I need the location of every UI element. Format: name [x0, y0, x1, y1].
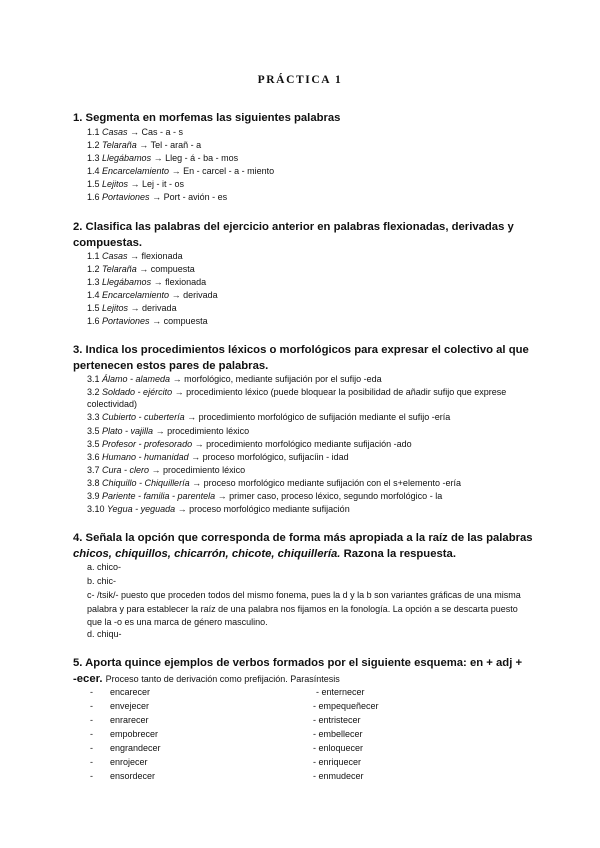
- item-word: Soldado - ejército: [102, 387, 173, 397]
- list-item: [87, 289, 218, 301]
- item-result: → Port - avión - es: [149, 192, 228, 202]
- question-4-heading: [73, 530, 533, 562]
- heading-note: Proceso tanto de derivación como prefijación. Parasíntesis: [105, 674, 340, 684]
- list-item: [87, 477, 461, 489]
- item-word: Cubierto - cubertería: [102, 412, 185, 422]
- heading-text-cont: -ecer.: [73, 673, 103, 685]
- list-item: enrarecer: [110, 715, 149, 725]
- list-item: - enloquecer: [313, 743, 364, 753]
- item-number: 1.3: [87, 153, 100, 163]
- list-item: - enternecer: [316, 687, 365, 697]
- item-result: → procedimiento léxico: [153, 426, 250, 436]
- item-number: 3.9: [87, 491, 100, 501]
- item-word: Casas: [102, 251, 128, 261]
- item-word: Chiquillo - Chiquillería: [102, 478, 190, 488]
- question-5-heading: 5. Aporta quince ejemplos de verbos formados por el siguiente esquema: en + adj +: [73, 657, 523, 669]
- item-word: Llegábamos: [102, 277, 152, 287]
- list-item: engrandecer: [110, 743, 161, 753]
- item-number: 3.3: [87, 412, 100, 422]
- list-item: [87, 276, 206, 288]
- list-item: [87, 126, 183, 138]
- item-number: 3.2: [87, 387, 100, 397]
- item-word: Pariente - familia - parentela: [102, 491, 216, 501]
- option-a: a. chico-: [87, 562, 122, 572]
- item-result: → proceso morfológico mediante sufijación: [175, 504, 350, 514]
- list-item: - empequeñecer: [313, 701, 379, 711]
- item-result: → compuesta: [136, 264, 195, 274]
- list-item: [87, 152, 238, 164]
- item-word: Lejitos: [102, 303, 129, 313]
- item-word: Plato - vajilla: [102, 426, 154, 436]
- document-page: PRÁCTICA 1 1. Segmenta en morfemas las siguientes palabras 1.1 Casas → Cas - a - s 1.2 Telaraña → Tel - arañ - a 1.3 Llegábamos → Lleg - á - ba - mos 1.4 Encarcelamiento → En - carcel - a - miento 1.5 Lejitos → Lej - it - os 1.6 Portaviones → Port - avión - es 2. Clasifica las palabras del ejercicio anterior en palabras flexionadas, derivadas y compuestas. 1.1 Casas → flexionada 1.2 Telaraña → compuesta 1.3 Llegábamos → flexionada 1.4 Encarcelamiento → derivada 1.5 Lejitos → derivada 1.6 Portaviones → compuesta 3. Indica los procedimientos léxicos o morfológicos para expresar el colectivo al que pertenecen estos pares de palabras. 3.1 Álamo - alameda → morfológico, mediante sufijación por el sufijo -eda 3.2 Soldado - ejército → procedimiento léxico (puede bloquear la posibilidad de añadir sufijo que exprese colectividad) 3.3 Cubierto - cubertería → procedimiento morfológico de sufijación mediante el sufijo -ería 3.5 Plato - vajilla → procedimiento léxico 3.5 Profesor - profesorado → procedimiento morfológico mediante sufijación -ado 3.6 Humano - humanidad → proceso morfológico, sufijacíin - idad 3.7 Cura - clero → procedimiento léxico 3.8 Chiquillo - Chiquillería → proceso morfológico mediante sufijación con el s+elemento -ería 3.9 Pariente - familia - parentela → primer caso, proceso léxico, segundo morfológico - la 3.10 Yegua - yeguada → proceso morfológico mediante sufijación 4. Señala la opción que corresponda de forma más apropiada a la raíz de las palabras chicos, chiquillos, chicarrón, chicote, chiquillería. Razona la respuesta. a. chico- b. chic- c- /tsik/- puesto que proceden todos del mismo fonema, pues la d y la b son variantes gráficas de una misma palabra y para establecer la raíz de una palabra nos fijamos en la fonología. La opción a se descarta puesto que la -o es una marca de género masculino. d. chiqu- 5. Aporta quince ejemplos de verbos formados por el siguiente esquema: en + adj + -ecer. Proceso tanto de derivación como prefijación. Parasíntesis - encarecer - envejecer - enrarecer - empobrecer - engrandecer - enrojecer - ensordecer - enternecer - empequeñecer - entristecer - embellecer - enloquecer - enriquecer - enmudecer: [0, 0, 600, 848]
- list-item: [87, 503, 350, 515]
- list-item: [87, 302, 177, 314]
- item-number: 3.1: [87, 374, 100, 384]
- list-item: [87, 438, 412, 450]
- item-result: → procedimiento léxico: [149, 465, 246, 475]
- question-5-heading-cont: [73, 671, 340, 687]
- list-item: - entristecer: [313, 715, 361, 725]
- item-word: Telaraña: [102, 140, 137, 150]
- item-number: 1.6: [87, 192, 100, 202]
- item-result: → proceso morfológico, sufijacíin - idad: [188, 452, 349, 462]
- item-number: 1.2: [87, 264, 100, 274]
- list-item: [87, 451, 349, 463]
- option-d: d. chiqu-: [87, 629, 122, 639]
- item-result: → procedimiento léxico (puede bloquear la posibilidad de añadir sufijo que exprese colectividad): [87, 387, 507, 409]
- question-3-heading: 3. Indica los procedimientos léxicos o morfológicos para expresar el colectivo al que pertenecen estos pares de palabras.: [73, 344, 529, 372]
- item-number: 1.5: [87, 179, 100, 189]
- item-word: Encarcelamiento: [102, 166, 170, 176]
- list-item: [87, 191, 227, 203]
- item-word: Llegábamos: [102, 153, 152, 163]
- list-item: [87, 386, 532, 410]
- item-number: 3.5: [87, 439, 100, 449]
- question-2-heading: 2. Clasifica las palabras del ejercicio anterior en palabras flexionadas, derivadas y compuestas.: [73, 221, 514, 249]
- item-result: → Lleg - á - ba - mos: [151, 153, 239, 163]
- item-result: → morfológico, mediante sufijación por el sufijo -eda: [170, 374, 382, 384]
- list-item: [87, 411, 450, 423]
- item-number: 3.5: [87, 426, 100, 436]
- item-result: → proceso morfológico mediante sufijación con el s+elemento -ería: [189, 478, 461, 488]
- item-word: Portaviones: [102, 192, 150, 202]
- question-1-heading: 1. Segmenta en morfemas las siguientes palabras: [73, 112, 341, 124]
- item-word: Álamo - alameda: [102, 374, 171, 384]
- item-number: 3.6: [87, 452, 100, 462]
- list-item: [87, 139, 201, 151]
- list-item: [87, 250, 183, 262]
- heading-words: chicos, chiquillos, chicarrón, chicote, chiquillería.: [73, 548, 341, 560]
- item-result: → flexionada: [151, 277, 207, 287]
- list-item: [87, 490, 442, 502]
- item-word: Yegua - yeguada: [107, 504, 176, 514]
- item-word: Profesor - profesorado: [102, 439, 193, 449]
- item-result: → procedimiento morfológico mediante sufijación -ado: [192, 439, 412, 449]
- item-result: → derivada: [128, 303, 177, 313]
- list-item: [87, 178, 184, 190]
- item-result: → flexionada: [127, 251, 183, 261]
- item-result: → Lej - it - os: [128, 179, 185, 189]
- list-item: empobrecer: [110, 729, 159, 739]
- list-item: - enriquecer: [313, 757, 362, 767]
- list-item: [87, 315, 208, 327]
- list-item: - embellecer: [313, 729, 363, 739]
- list-item: [87, 263, 195, 275]
- list-item: encarecer: [110, 687, 151, 697]
- item-word: Lejitos: [102, 179, 129, 189]
- list-item: [87, 425, 249, 437]
- item-number: 1.2: [87, 140, 100, 150]
- item-number: 1.4: [87, 166, 100, 176]
- list-item: ensordecer: [110, 771, 156, 781]
- item-word: Casas: [102, 127, 128, 137]
- page-title: PRÁCTICA 1: [257, 74, 343, 86]
- item-number: 1.1: [87, 127, 100, 137]
- list-item: [87, 464, 245, 476]
- item-word: Telaraña: [102, 264, 137, 274]
- heading-text-end: Razona la respuesta.: [340, 548, 456, 560]
- list-item: [87, 373, 382, 385]
- item-word: Encarcelamiento: [102, 290, 170, 300]
- heading-text: 4. Señala la opción que corresponda de forma más apropiada a la raíz de las palabras: [73, 532, 533, 544]
- item-result: → Tel - arañ - a: [136, 140, 202, 150]
- list-item: enrojecer: [110, 757, 148, 767]
- item-result: → compuesta: [149, 316, 208, 326]
- item-result: → derivada: [169, 290, 218, 300]
- item-word: Cura - clero: [102, 465, 150, 475]
- list-item: - enmudecer: [313, 771, 364, 781]
- item-result: → En - carcel - a - miento: [169, 166, 275, 176]
- option-c: c- /tsik/- puesto que proceden todos del mismo fonema, pues la d y la b son variantes gráficas de una misma palabra y para establecer la raíz de una palabra nos fijamos en la fonología. La opción a se descarta puesto que la -o es una marca de género masculino.: [87, 590, 521, 627]
- item-number: 3.7: [87, 465, 100, 475]
- item-result: → Cas - a - s: [127, 127, 184, 137]
- item-number: 1.3: [87, 277, 100, 287]
- item-number: 3.8: [87, 478, 100, 488]
- item-number: 1.5: [87, 303, 100, 313]
- item-number: 1.6: [87, 316, 100, 326]
- item-number: 1.1: [87, 251, 100, 261]
- option-b: b. chic-: [87, 576, 117, 586]
- list-item: [87, 165, 274, 177]
- item-result: → procedimiento morfológico de sufijación mediante el sufijo -ería: [184, 412, 451, 422]
- item-number: 1.4: [87, 290, 100, 300]
- list-item: envejecer: [110, 701, 150, 711]
- item-result: → primer caso, proceso léxico, segundo morfológico - la: [215, 491, 443, 501]
- item-word: Portaviones: [102, 316, 150, 326]
- item-number: 3.10: [87, 504, 105, 514]
- item-word: Humano - humanidad: [102, 452, 189, 462]
